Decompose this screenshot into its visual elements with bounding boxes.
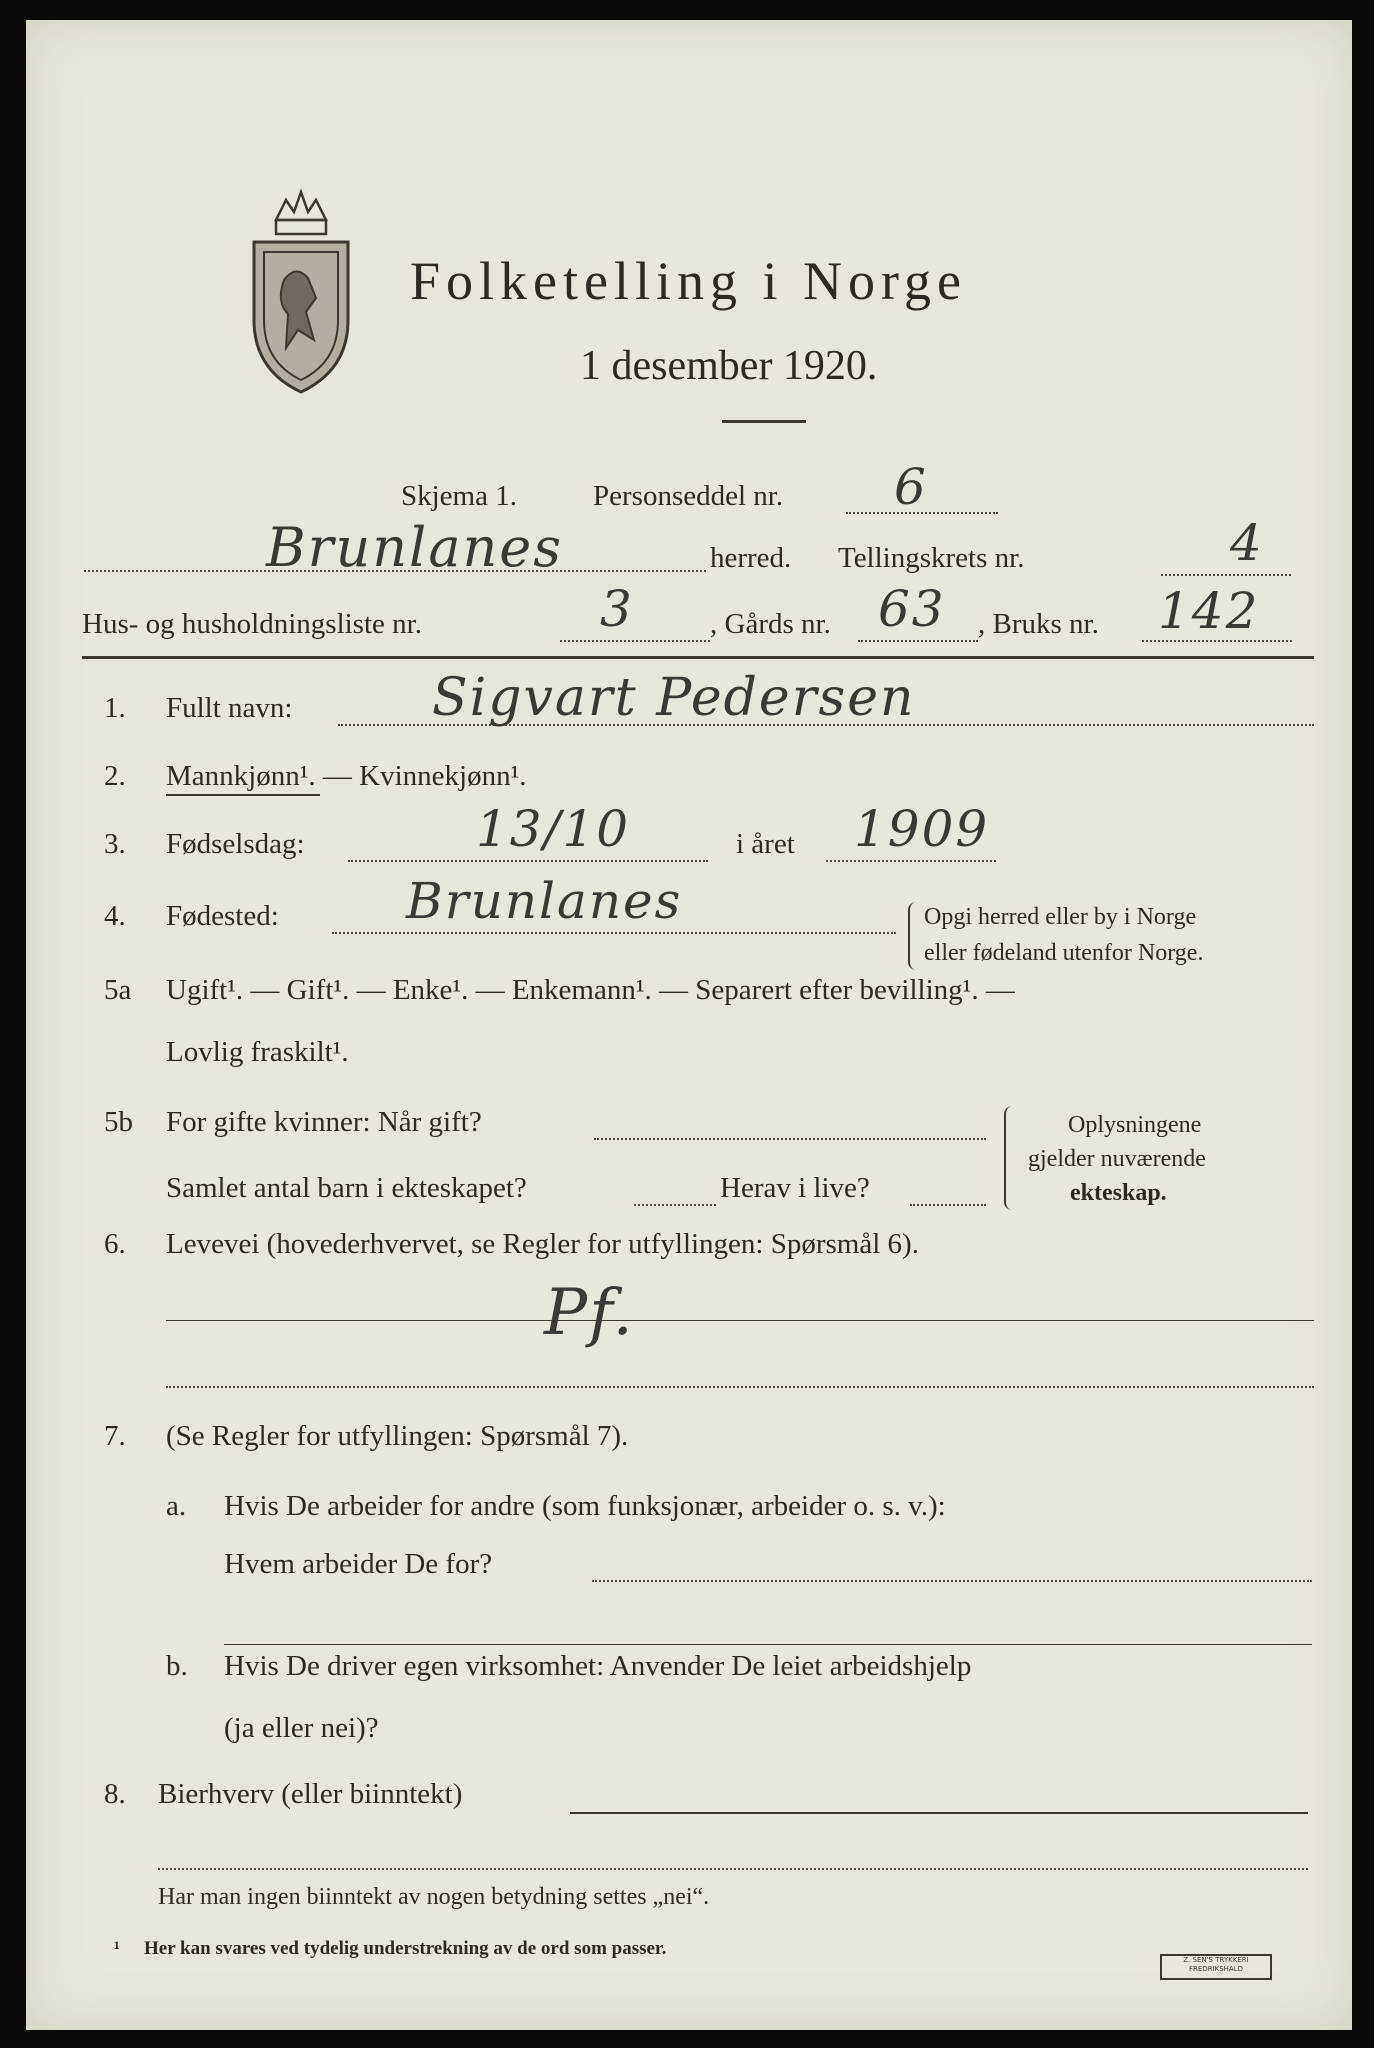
bruks-line — [1142, 640, 1292, 642]
q7b-line2: (ja eller nei)? — [224, 1712, 379, 1744]
q8-number: 8. — [104, 1778, 126, 1810]
q5b-note3: ekteskap. — [1070, 1180, 1167, 1206]
personseddel-value: 6 — [894, 458, 928, 516]
q4-number: 4. — [104, 900, 126, 932]
footnote: Her kan svares ved tydelig understrekning av de ord som passer. — [144, 1938, 667, 1959]
year-line — [826, 860, 996, 862]
q8-line2 — [158, 1868, 1308, 1870]
q6-line2 — [166, 1386, 1314, 1388]
q5b-note1: Oplysningene — [1068, 1112, 1202, 1138]
q3-line — [348, 860, 708, 862]
gards-value: 63 — [878, 580, 946, 638]
q5b-alive-label: Herav i live? — [720, 1172, 870, 1204]
q4-brace — [908, 902, 920, 970]
q7-number: 7. — [104, 1420, 126, 1452]
tellingskrets-value: 4 — [1230, 514, 1264, 572]
q5a-number: 5a — [104, 974, 132, 1006]
sex-options: Mannkjønn¹. — Kvinnekjønn¹. — [166, 760, 527, 792]
q5b-line1: For gifte kvinner: Når gift? — [166, 1106, 482, 1138]
stamp-line2: FREDRIKSHALD — [1188, 1965, 1243, 1973]
q8-label: Bierhverv (eller biinntekt) — [158, 1778, 463, 1810]
q6-number: 6. — [104, 1228, 126, 1260]
q7a-answer-line2 — [224, 1644, 1312, 1645]
herred-value: Brunlanes — [266, 516, 563, 579]
bruks-value: 142 — [1158, 582, 1260, 640]
gards-label: , Gårds nr. — [710, 608, 831, 640]
q5b-children-line — [634, 1204, 716, 1206]
q6-label: Levevei (hovederhvervet, se Regler for utfyllingen: Spørsmål 6). — [166, 1228, 919, 1260]
q7a-line2: Hvem arbeider De for? — [224, 1548, 493, 1580]
q5b-brace — [1004, 1106, 1016, 1210]
census-date: 1 desember 1920. — [580, 343, 878, 389]
year-label: i året — [736, 828, 795, 860]
skjema-label: Skjema 1. — [401, 480, 517, 512]
q8-line — [570, 1812, 1308, 1814]
q2-number: 2. — [104, 760, 126, 792]
q5b-married-line — [594, 1138, 986, 1140]
personseddel-label: Personseddel nr. — [593, 480, 784, 512]
title-divider — [722, 420, 806, 423]
q3-label: Fødselsdag: — [166, 828, 305, 860]
gards-line — [858, 640, 978, 642]
coat-of-arms-icon — [246, 180, 356, 400]
q6-line1 — [166, 1320, 1314, 1321]
form-title: Folketelling i Norge — [410, 251, 967, 311]
marital-options: Ugift¹. — Gift¹. — Enke¹. — Enkemann¹. — Separert efter bevilling¹. — — [166, 974, 1015, 1006]
q4-label: Fødested: — [166, 900, 279, 932]
q5b-note2: gjelder nuværende — [1028, 1146, 1206, 1172]
husliste-line — [560, 640, 710, 642]
q7a-line1: Hvis De arbeider for andre (som funksjonær, arbeider o. s. v.): — [224, 1490, 946, 1522]
birth-year-value: 1909 — [854, 800, 990, 858]
herred-label: herred. — [710, 542, 792, 574]
q3-number: 3. — [104, 828, 126, 860]
q5b-number: 5b — [104, 1106, 133, 1138]
q4-line — [332, 932, 896, 934]
q5b-children-label: Samlet antal barn i ekteskapet? — [166, 1172, 527, 1204]
printer-stamp — [1160, 1954, 1272, 1980]
marital-options-cont: Lovlig fraskilt¹. — [166, 1036, 349, 1068]
tellingskrets-label: Tellingskrets nr. — [838, 542, 1025, 574]
stamp-line1: Z. SEN'S TRYKKERI — [1183, 1956, 1249, 1964]
full-name-value: Sigvart Pedersen — [432, 668, 916, 728]
q4-note-line1: Opgi herred eller by i Norge — [924, 904, 1197, 930]
birthday-value: 13/10 — [476, 800, 631, 858]
mannkjonn-underline — [166, 794, 320, 796]
q7-label: (Se Regler for utfyllingen: Spørsmål 7). — [166, 1420, 629, 1452]
q7b-letter: b. — [166, 1650, 188, 1682]
q1-label: Fullt navn: — [166, 692, 293, 724]
q7b-line1: Hvis De driver egen virksomhet: Anvender De leiet arbeidshjelp — [224, 1650, 972, 1682]
tellingskrets-line — [1161, 574, 1291, 576]
husliste-label: Hus- og husholdningsliste nr. — [82, 608, 422, 640]
footer-note: Har man ingen biinntekt av nogen betydning settes „nei“. — [158, 1884, 710, 1910]
q7a-letter: a. — [166, 1490, 187, 1522]
footnote-mark: ¹ — [114, 1938, 120, 1959]
occupation-value: Pf. — [544, 1276, 635, 1350]
section-divider — [82, 656, 1314, 659]
bruks-label: , Bruks nr. — [978, 608, 1099, 640]
husliste-value: 3 — [600, 580, 634, 638]
q7a-answer-line — [592, 1580, 1312, 1582]
q5b-alive-line — [910, 1204, 986, 1206]
q1-number: 1. — [104, 692, 126, 724]
q4-note-line2: eller fødeland utenfor Norge. — [924, 940, 1204, 966]
birthplace-value: Brunlanes — [406, 872, 683, 930]
census-form — [26, 20, 1352, 2030]
